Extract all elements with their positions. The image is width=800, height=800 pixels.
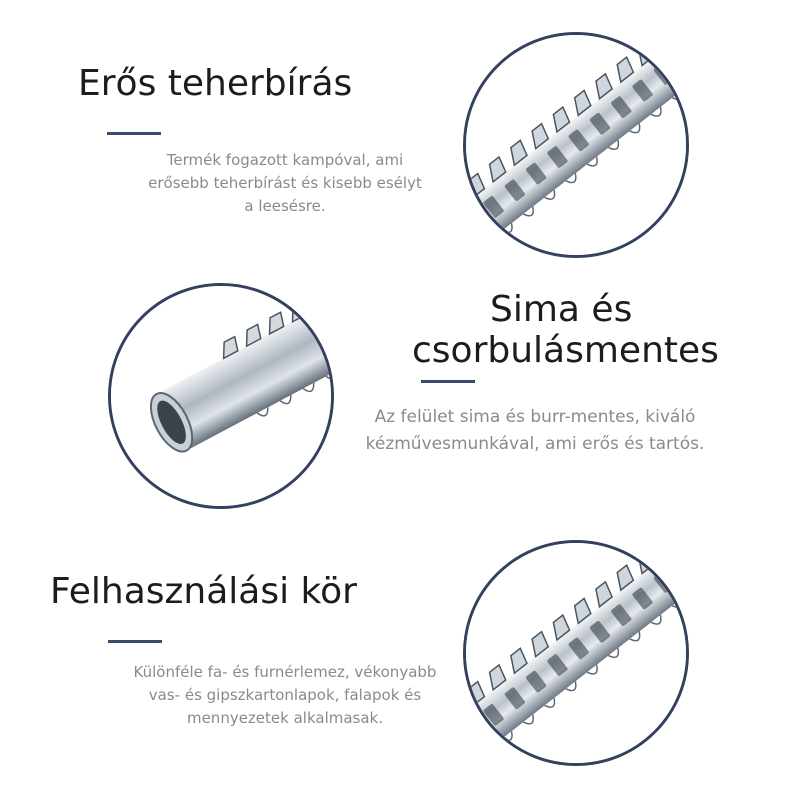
section-description xyxy=(105,661,465,730)
toothed-anchor-icon xyxy=(463,32,689,258)
section-title: Erős teherbírás xyxy=(78,63,353,104)
description-line: Az felület sima és burr-mentes, kiváló xyxy=(374,407,696,427)
title-underline xyxy=(107,132,161,135)
section-title: Felhasználási kör xyxy=(50,571,357,612)
section-title-line: Sima és xyxy=(490,289,633,330)
description-line: erősebb teherbírást és kisebb esélyt xyxy=(148,174,422,192)
title-underline xyxy=(108,640,162,643)
description-line: vas- és gipszkartonlapok, falapok és xyxy=(148,686,422,704)
description-line: mennyezetek alkalmasak. xyxy=(186,709,384,727)
section-description xyxy=(330,404,740,458)
section-description xyxy=(105,149,465,218)
description-line: a leesésre. xyxy=(244,197,326,215)
title-underline xyxy=(421,380,475,383)
anchor-tube-end-icon xyxy=(108,283,334,509)
description-line: Termék fogazott kampóval, ami xyxy=(166,151,404,169)
section-title-line: csorbulásmentes xyxy=(412,330,719,371)
description-line: Különféle fa- és furnérlemez, vékonyabb xyxy=(133,663,437,681)
description-line: kézművesmunkával, ami erős és tartós. xyxy=(365,434,705,454)
toothed-anchor-icon xyxy=(463,540,689,766)
